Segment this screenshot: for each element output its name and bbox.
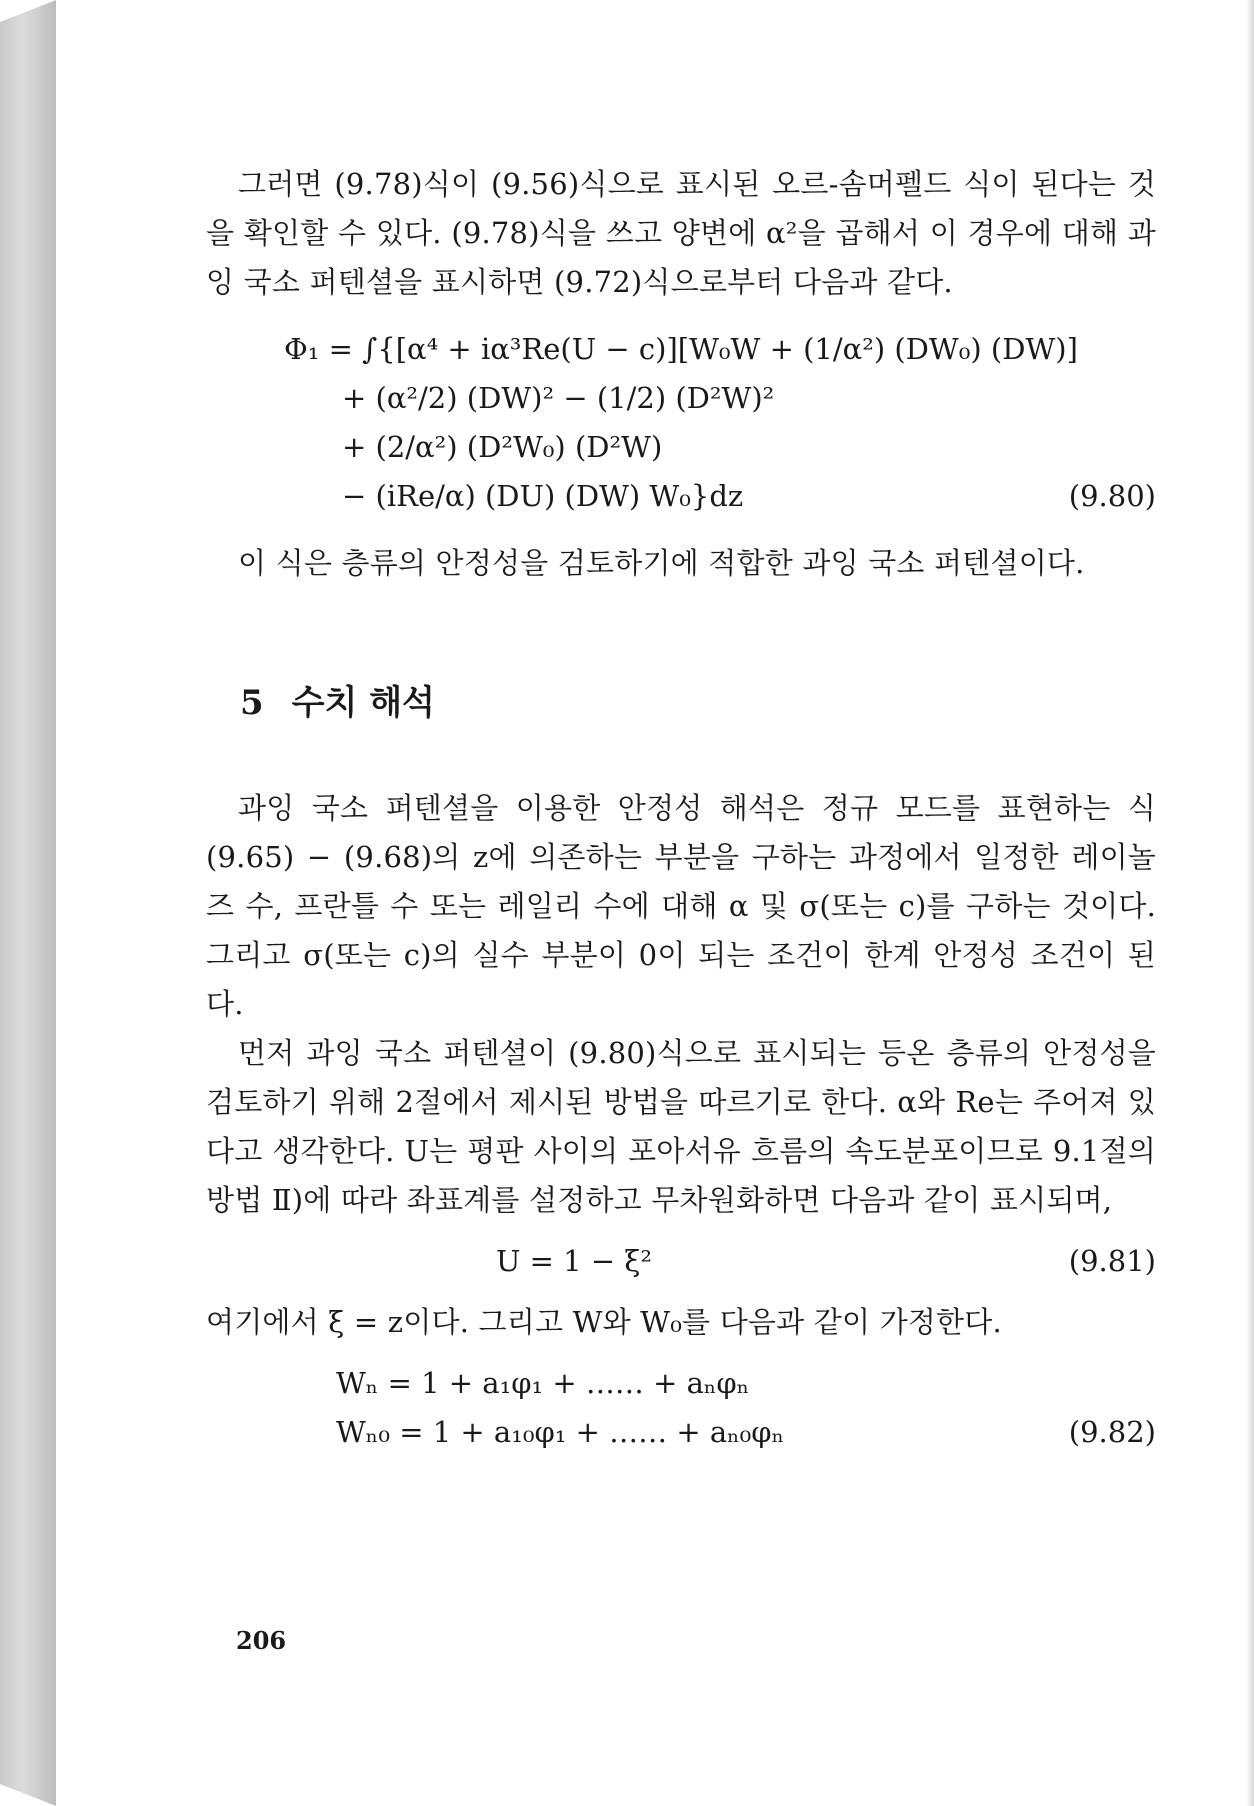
paragraph-numerical-analysis: 과잉 국소 퍼텐셜을 이용한 안정성 해석은 정규 모드를 표현하는 식 (9.65) − (9.68)의 z에 의존하는 부분을 구하는 과정에서 일정한 레이놀즈 수, 프란틀 수 또는 레일리 수에 대해 α 및 σ(또는 c)를 구하는 것이다. 그리고 σ(또는 c)의 실수 부분이 0이 되는 조건이 한계 안정성 조건이 된다.: [206, 791, 1156, 1021]
section-heading: [206, 678, 1156, 728]
page-content: [206, 160, 1156, 1457]
equation-9-81: [206, 1237, 1156, 1286]
section-title: 수치 해석: [291, 683, 435, 723]
equation-9-82-line-2-row: [206, 1408, 1156, 1457]
equation-9-80-line-4-row: [206, 472, 1156, 521]
paragraph-method: 먼저 과잉 국소 퍼텐셜이 (9.80)식으로 표시되는 등온 층류의 안정성을 검토하기 위해 2절에서 제시된 방법을 따르기로 한다. α와 Re는 주어져 있다고 생각한다. U는 평판 사이의 포아서유 흐름의 속도분포이므로 9.1절의 방법 Ⅱ)에 따라 좌표계를 설정하고 무차원화하면 다음과 같이 표시되며,: [206, 1036, 1156, 1217]
equation-number-9-81: (9.81): [1068, 1244, 1156, 1278]
page-number: 206: [236, 1626, 287, 1655]
equation-9-82: [206, 1359, 1156, 1457]
paragraph-conclusion: 이 식은 층류의 안정성을 검토하기에 적합한 과잉 국소 퍼텐셜이다.: [238, 546, 1085, 580]
section-number: 5: [240, 683, 264, 723]
equation-9-80-line-2: + (α²/2) (DW)² − (1/2) (D²W)²: [342, 381, 775, 415]
equation-number-9-82: (9.82): [1068, 1415, 1156, 1449]
equation-number-9-80: (9.80): [1068, 479, 1156, 513]
equation-9-80-line-1: Φ₁ = ∫{[α⁴ + iα³Re(U − c)][W₀W + (1/α²) (DW₀) (DW)]: [284, 332, 1078, 366]
book-page: [56, 0, 1246, 1806]
paragraph-intro: 그러면 (9.78)식이 (9.56)식으로 표시된 오르-솜머펠드 식이 된다는 것을 확인할 수 있다. (9.78)식을 쓰고 양변에 α²을 곱해서 이 경우에 대해 과잉 국소 퍼텐셜을 표시하면 (9.72)식으로부터 다음과 같다.: [206, 167, 1156, 299]
equation-9-82-line-2: Wₙ₀ = 1 + a₁₀φ₁ + …… + aₙ₀φₙ: [336, 1415, 785, 1449]
book-spine-edge: [0, 0, 57, 1806]
page-edge-shadow: [1246, 0, 1254, 1806]
equation-9-80: [206, 325, 1156, 521]
equation-9-81-expr: U = 1 − ξ²: [496, 1244, 652, 1278]
equation-9-80-line-4: − (iRe/α) (DU) (DW) W₀}dz: [342, 479, 744, 513]
equation-9-82-line-1: Wₙ = 1 + a₁φ₁ + …… + aₙφₙ: [336, 1366, 750, 1400]
equation-9-81-row: [206, 1237, 1156, 1286]
equation-9-80-line-3: + (2/α²) (D²W₀) (D²W): [342, 430, 663, 464]
paragraph-assumption: 여기에서 ξ = z이다. 그리고 W와 W₀를 다음과 같이 가정한다.: [206, 1305, 1002, 1339]
